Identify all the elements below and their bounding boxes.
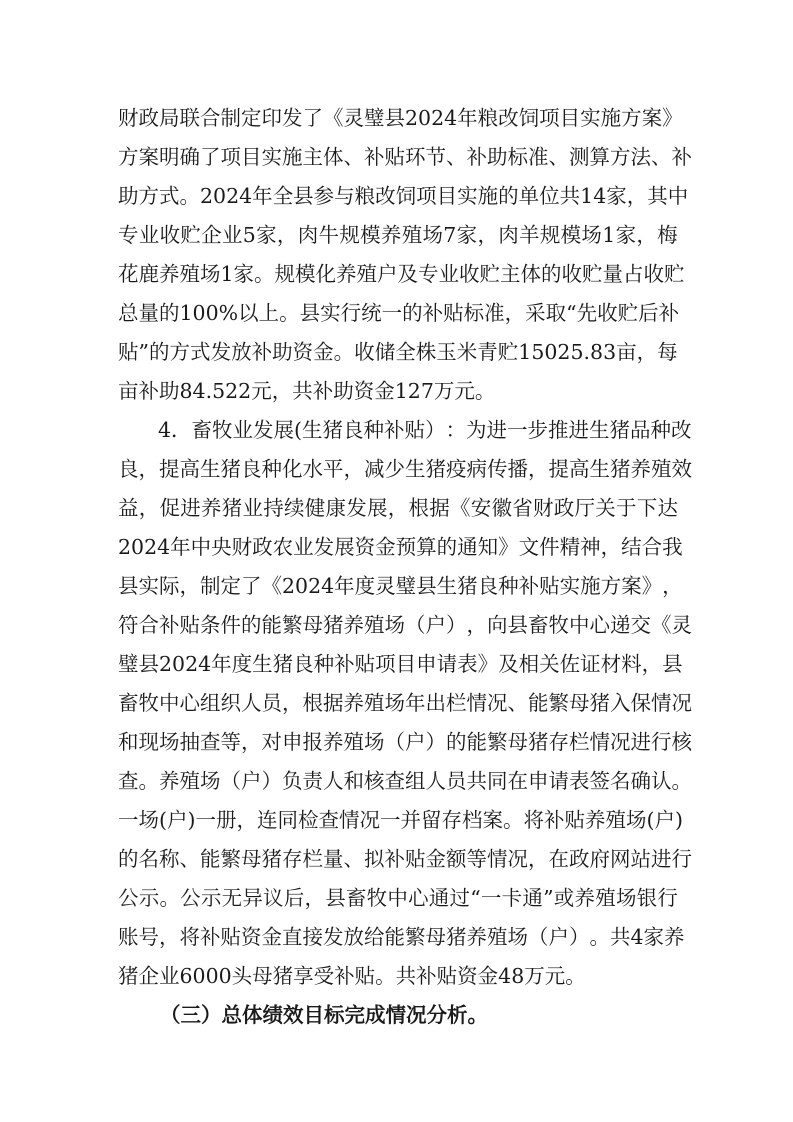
paragraph-line: 良 ， 提 高 生 猪 良 种 化 水 平 ， 减 少 生 猪 疫 病 传 播 ， 提 高 生 猪 养 殖 效 xyxy=(118,457,692,481)
paragraph-line: 专 业 收 贮 企 业 5 家 ， 肉 牛 规 模 养 殖 场 7 家 ， 肉 羊 规 模 场 1 家 ， 梅 xyxy=(118,223,678,247)
paragraph-line: 一 场 ( 户 ) 一 册 ， 连 同 检 查 情 况 一 并 留 存 档 案 。 将 补 贴 养 殖 场 ( 户 ) xyxy=(118,808,683,832)
paragraph-line: 2024 年 中 央 财 政 农 业 发 展 资 金 预 算 的 通 知 》 文 件 精 神 ， 结 合 我 xyxy=(118,535,683,559)
paragraph-line: 猪 企 业 6000 头 母 猪 享 受 补 贴 。 共 补 贴 资 金 48 万 元 。 xyxy=(118,964,586,988)
paragraph-line: 账 号 ， 将 补 贴 资 金 直 接 发 放 给 能 繁 母 猪 养 殖 场 （ 户 ） 。 共 4 家 养 xyxy=(118,925,685,949)
paragraph-line: 县 实 际 ， 制 定 了 《 2024 年 度 灵 璧 县 生 猪 良 种 补 贴 实 施 方 案 》 ， xyxy=(118,574,683,598)
paragraph-line: 4 ． 畜 牧 业 发 展 ( 生 猪 良 种 补 贴 ） ： 为 进 一 步 推 进 生 猪 品 种 改 xyxy=(158,418,692,442)
paragraph-line: 畜 牧 中 心 组 织 人 员 ， 根 据 养 殖 场 年 出 栏 情 况 、 能 繁 母 猪 入 保 情 况 xyxy=(118,691,692,715)
section-heading: （ 三 ） 总 体 绩 效 目 标 完 成 情 况 分 析 。 xyxy=(160,1003,488,1027)
paragraph-line: 财 政 局 联 合 制 定 印 发 了 《 灵 璧 县 2024 年 粮 改 饲 项 目 实 施 方 案 》 xyxy=(118,106,683,130)
paragraph-line: 查 。 养 殖 场 （ 户 ） 负 责 人 和 核 查 组 人 员 共 同 在 申 请 表 签 名 确 认 。 xyxy=(118,769,692,793)
paragraph-line: 璧 县 2024 年 度 生 猪 良 种 补 贴 项 目 申 请 表 》 及 相 关 佐 证 材 料 ， 县 xyxy=(118,652,683,676)
paragraph-line: 助 方 式 。 2024 年 全 县 参 与 粮 改 饲 项 目 实 施 的 单 位 共 14 家 ， 其 中 xyxy=(118,184,689,208)
paragraph-line: 贴 ” 的 方 式 发 放 补 助 资 金 。 收 储 全 株 玉 米 青 贮 15025.83 亩 ， 每 xyxy=(118,340,678,364)
paragraph-line: 符 合 补 贴 条 件 的 能 繁 母 猪 养 殖 场 （ 户 ） ， 向 县 畜 牧 中 心 递 交 《 灵 xyxy=(118,613,692,637)
paragraph-line: 花 鹿 养 殖 场 1 家 。 规 模 化 养 殖 户 及 专 业 收 贮 主 体 的 收 贮 量 占 收 贮 xyxy=(118,262,685,286)
paragraph-line: 总 量 的 100% 以 上 。 县 实 行 统 一 的 补 贴 标 准 ， 采 取 “ 先 收 贮 后 补 xyxy=(118,301,680,325)
paragraph-line: 的 名 称 、 能 繁 母 猪 存 栏 量 、 拟 补 贴 金 额 等 情 况 ， 在 政 府 网 站 进 行 xyxy=(118,847,692,871)
paragraph-line: 亩 补 助 84.522 元 ， 共 补 助 资 金 127 万 元 。 xyxy=(118,379,496,403)
paragraph-line: 方 案 明 确 了 项 目 实 施 主 体 、 补 贴 环 节 、 补 助 标 准 、 测 算 方 法 、 补 xyxy=(118,145,692,169)
paragraph-line: 益 ， 促 进 养 猪 业 持 续 健 康 发 展 ， 根 据 《 安 徽 省 财 政 厅 关 于 下 达 xyxy=(118,496,678,520)
paragraph-line: 公 示 。 公 示 无 异 议 后 ， 县 畜 牧 中 心 通 过 “ 一 卡 通 ” 或 养 殖 场 银 行 xyxy=(118,886,678,910)
paragraph-line: 和 现 场 抽 查 等 ， 对 申 报 养 殖 场 （ 户 ） 的 能 繁 母 猪 存 栏 情 况 进 行 核 xyxy=(118,730,692,754)
